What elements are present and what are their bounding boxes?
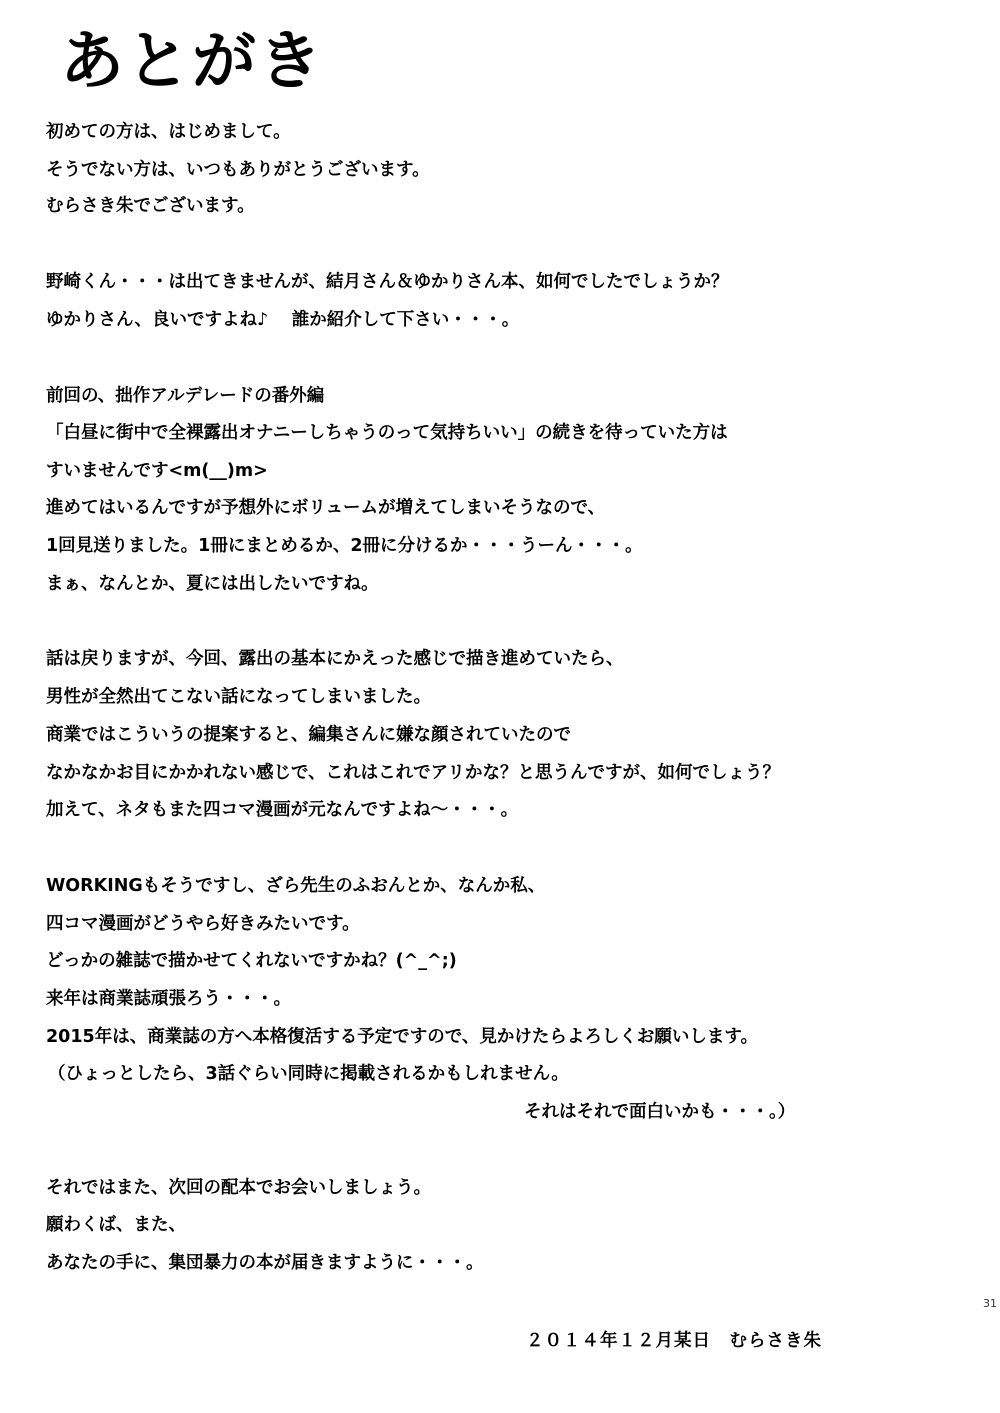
signature-date: ２０１４年１２月某日 むらさき朱 [526, 1331, 822, 1351]
text-line: どっかの雑誌で描かせてくれないですかね？(^_^;) [46, 951, 457, 971]
page-title: あとがき [60, 25, 324, 99]
text-line: 願わくば、また、 [46, 1215, 186, 1235]
text-line: あなたの手に、集団暴力の本が届きますように・・・。 [46, 1253, 484, 1273]
page-number: 31 [983, 1297, 997, 1310]
text-line: むらさき朱でございます。 [46, 196, 255, 216]
text-line: 男性が全然出てこない話になってしまいました。 [46, 687, 431, 707]
text-line: 話は戻りますが、今回、露出の基本にかえった感じで描き進めていたら、 [46, 649, 624, 669]
text-line: すいませんです<m(__)m> [46, 461, 268, 481]
text-line: まぁ、なんとか、夏には出したいですね。 [46, 574, 379, 594]
text-line: 商業ではこういうの提案すると、編集さんに嫌な顔されていたので [46, 725, 571, 745]
text-line: そうでない方は、いつもありがとうございます。 [46, 160, 430, 180]
text-line: 進めてはいるんですが予想外にボリュームが増えてしまいそうなので、 [46, 498, 606, 518]
text-line: 初めての方は、はじめまして。 [46, 122, 291, 142]
text-line: 四コマ漫画がどうやら好きみたいです。 [46, 914, 360, 934]
text-line: WORKINGもそうですし、ざら先生のふおんとか、なんか私、 [46, 876, 546, 896]
text-line: 1回見送りました。1冊にまとめるか、2冊に分けるか・・・うーん・・・。 [46, 536, 643, 556]
text-line: それではまた、次回の配本でお会いしましょう。 [46, 1178, 431, 1198]
text-line: それはそれで面白いかも・・・。） [524, 1102, 796, 1122]
text-line: 来年は商業誌頑張ろう・・・。 [46, 989, 291, 1009]
text-line: 野崎くん・・・は出てきませんが、結月さん＆ゆかりさん本、如何でしたでしょうか？ [46, 272, 729, 292]
text-line: 加えて、ネタもまた四コマ漫画が元なんですよね～・・・。 [46, 800, 519, 820]
text-line: 「白昼に街中で全裸露出オナニーしちゃうのって気持ちいい」の続きを待っていた方は [46, 423, 728, 443]
text-line: （ひょっとしたら、3話ぐらい同時に掲載されるかもしれません。 [48, 1064, 569, 1084]
text-line: 2015年は、商業誌の方へ本格復活する予定ですので、見かけたらよろしくお願いします。 [46, 1027, 758, 1047]
text-line: 前回の、拙作アルデレードの番外編 [46, 386, 325, 406]
text-line: なかなかお目にかかれない感じで、これはこれでアリかな？と思うんですが、如何でしょう？ [46, 763, 780, 783]
text-line: ゆかりさん、良いですよね♪ 誰か紹介して下さい・・・。 [46, 310, 520, 330]
